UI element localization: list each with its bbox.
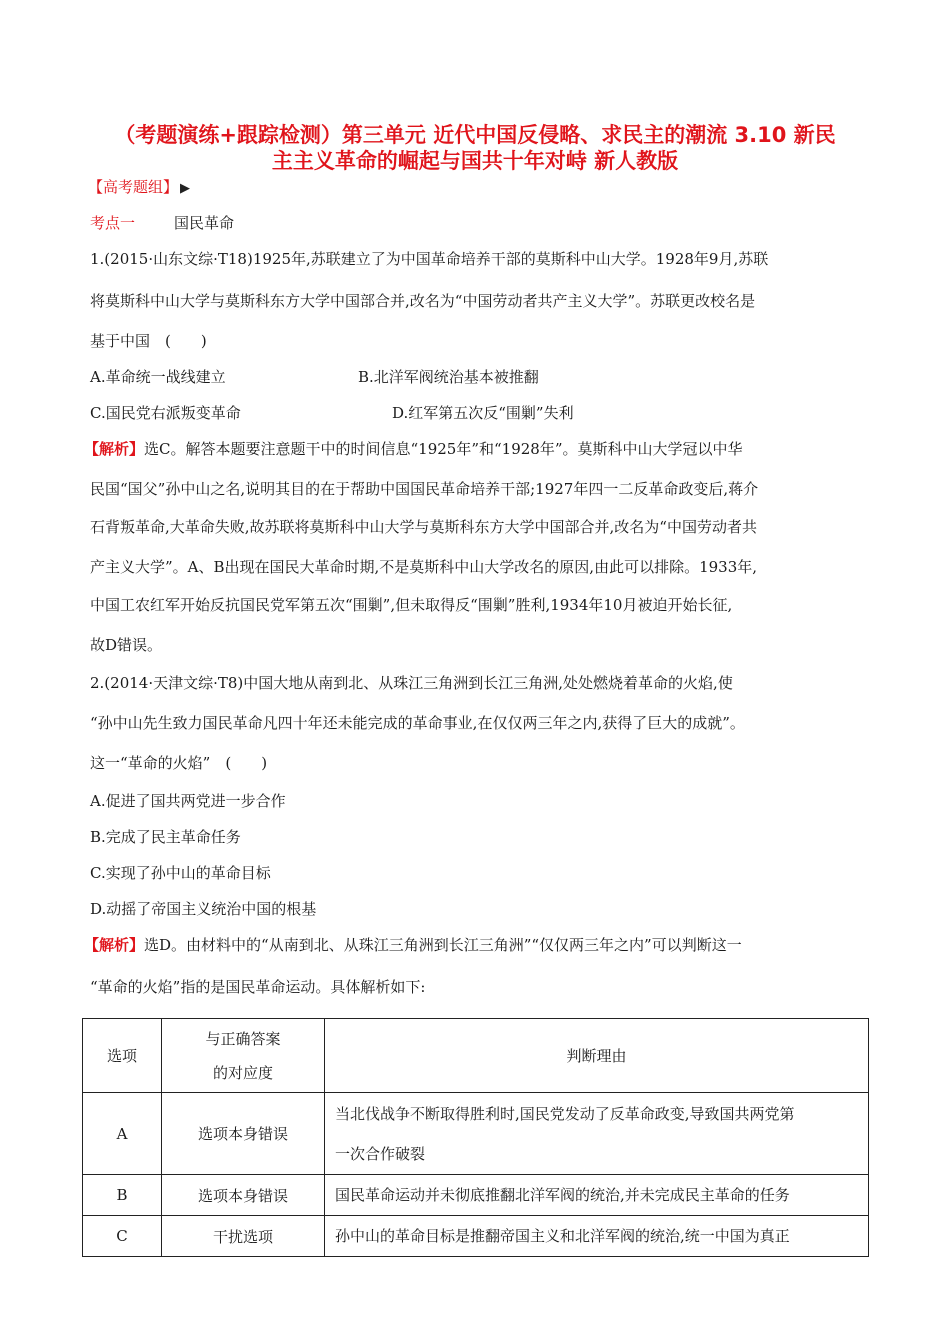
header-reason: 判断理由 (325, 1019, 869, 1093)
q1-analysis-line-3: 石背叛革命,大革命失败,故苏联将莫斯科中山大学与莫斯科东方大学中国部合并,改名为“中国劳动者共 (90, 518, 757, 536)
title-line-1: （考题演练+跟踪检测）第三单元 近代中国反侵略、求民主的潮流 3.10 新民 (114, 123, 836, 147)
q2-analysis-line-2: “革命的火焰”指的是国民革命运动。具体解析如下: (90, 978, 426, 996)
q2-analysis-text-1: 选D。由材料中的“从南到北、从珠江三角洲到长江三角洲”“仅仅两三年之内”可以判断这一 (144, 936, 742, 954)
table-row (83, 1093, 869, 1175)
row-a-option: A (83, 1093, 162, 1175)
header-degree-line-1: 与正确答案 (205, 1029, 281, 1048)
table-header-row (83, 1019, 869, 1093)
row-b-degree: 选项本身错误 (162, 1175, 325, 1216)
q2-option-a: A.促进了国共两党进一步合作 (90, 792, 286, 810)
title-line-2: 主主义革命的崛起与国共十年对峙 新人教版 (271, 149, 679, 173)
q1-analysis-text-1: 选C。解答本题要注意题干中的时间信息“1925年”和“1928年”。莫斯科中山大学冠以中华 (144, 440, 743, 458)
header-option: 选项 (83, 1019, 162, 1093)
row-a-reason-line-1: 当北伐战争不断取得胜利时,国民党发动了反革命政变,导致国共两党第 (335, 1104, 795, 1123)
row-c-reason: 孙中山的革命目标是推翻帝国主义和北洋军阀的统治,统一中国为真正 (325, 1216, 869, 1257)
row-a-degree: 选项本身错误 (162, 1093, 325, 1175)
triangle-arrow-icon: ▶ (180, 181, 191, 196)
q2-line-3: 这一“革命的火焰” ( ) (90, 754, 268, 772)
q1-option-a: A.革命统一战线建立 (90, 368, 226, 386)
q2-line-1: 2.(2014·天津文综·T8)中国大地从南到北、从珠江三角洲到长江三角洲,处处燃烧着革命的火焰,使 (90, 674, 733, 692)
q2-option-b: B.完成了民主革命任务 (90, 828, 241, 846)
row-a-reason (325, 1093, 869, 1175)
section-label: 【高考题组】 (88, 178, 179, 196)
q1-line-2: 将莫斯科中山大学与莫斯科东方大学中国部合并,改名为“中国劳动者共产主义大学”。苏联更改校名是 (90, 292, 756, 310)
q1-analysis-tag: 【解析】 (84, 440, 145, 458)
q1-analysis-line-5: 中国工农红军开始反抗国民党军第五次“围剿”,但未取得反“围剿”胜利,1934年10月被迫开始长征, (90, 596, 733, 614)
row-a-reason-line-2: 一次合作破裂 (335, 1144, 426, 1163)
q1-option-b: B.北洋军阀统治基本被推翻 (358, 368, 539, 386)
table-row (83, 1175, 869, 1216)
q1-line-1: 1.(2015·山东文综·T18)1925年,苏联建立了为中国革命培养干部的莫斯科中山大学。1928年9月,苏联 (90, 250, 769, 268)
row-b-option: B (83, 1175, 162, 1216)
table-row (83, 1216, 869, 1257)
q1-option-c: C.国民党右派叛变革命 (90, 404, 241, 422)
q2-line-2: “孙中山先生致力国民革命凡四十年还未能完成的革命事业,在仅仅两三年之内,获得了巨大的成就”。 (90, 714, 745, 732)
q1-analysis-line-4: 产主义大学”。A、B出现在国民大革命时期,不是莫斯科中山大学改名的原因,由此可以排除。1933年, (90, 558, 758, 576)
document-title (60, 122, 890, 174)
q2-analysis-tag: 【解析】 (84, 936, 145, 954)
row-c-option: C (83, 1216, 162, 1257)
header-degree-line-2: 的对应度 (212, 1063, 273, 1082)
q1-line-3: 基于中国 ( ) (90, 332, 207, 350)
q1-option-d: D.红军第五次反“围剿”失利 (392, 404, 574, 422)
q2-option-d: D.动摇了帝国主义统治中国的根基 (90, 900, 317, 918)
section-header (88, 176, 190, 197)
q1-analysis-line-2: 民国“国父”孙中山之名,说明其目的在于帮助中国国民革命培养干部;1927年四一二反革命政变后,蒋介 (90, 480, 759, 498)
q1-analysis-line-1 (84, 438, 743, 459)
q2-analysis-line-1 (84, 934, 742, 955)
row-b-reason: 国民革命运动并未彻底推翻北洋军阀的统治,并未完成民主革命的任务 (325, 1175, 869, 1216)
header-degree (162, 1019, 325, 1093)
row-c-degree: 干扰选项 (162, 1216, 325, 1257)
q1-analysis-line-6: 故D错误。 (90, 636, 163, 654)
kaodian-label: 考点一 (90, 214, 136, 232)
kaodian-name: 国民革命 (174, 214, 235, 232)
analysis-table (82, 1018, 869, 1257)
kaodian-heading (90, 212, 234, 233)
q2-option-c: C.实现了孙中山的革命目标 (90, 864, 271, 882)
